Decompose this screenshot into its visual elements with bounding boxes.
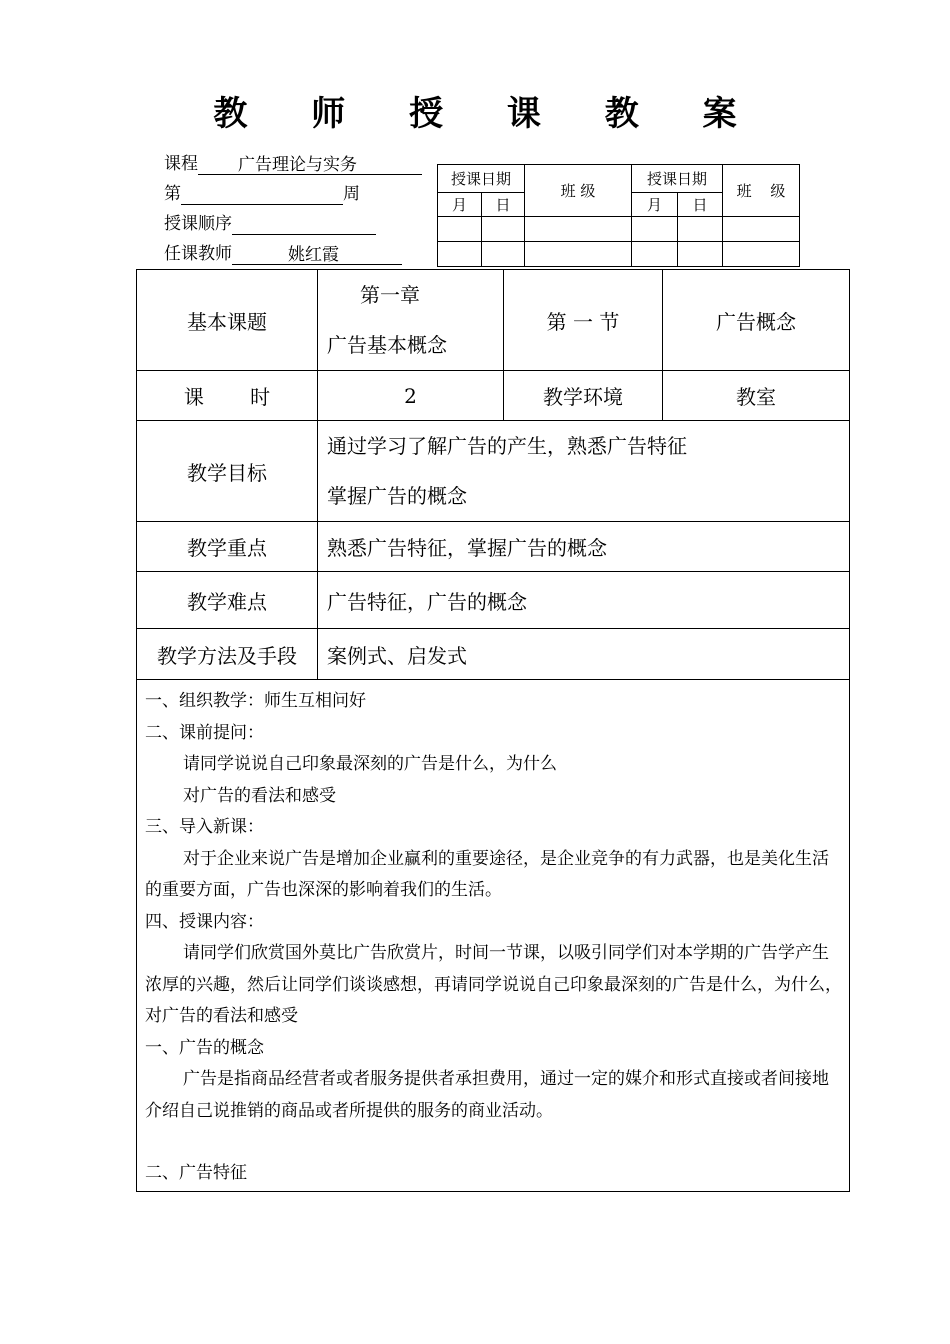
order-underline — [232, 214, 376, 235]
teacher-label: 任课教师 — [164, 244, 232, 264]
teacher-value: 姚红霞 — [288, 245, 339, 265]
content-p8: 请同学们欣赏国外莫比广告欣赏片，时间一节课，以吸引同学们对本学期的广告学产生浓厚的兴趣，然后让同学们谈谈感想，再请同学说说自己印象最深刻的广告是什么，为什么，对广告的看法和感受 — [145, 943, 842, 1026]
date-label-1: 授课日期 — [438, 165, 525, 193]
goal-label: 教学目标 — [137, 421, 318, 522]
class-label-1: 班 级 — [525, 165, 632, 217]
week-line — [164, 183, 360, 205]
order-label: 授课顺序 — [164, 214, 232, 234]
schedule-table — [437, 164, 800, 267]
week-underline — [181, 184, 343, 205]
lesson-table — [136, 269, 850, 1192]
sched-cell — [482, 217, 525, 242]
content-p4: 对广告的看法和感受 — [183, 785, 336, 806]
content-p5: 三、导入新课： — [145, 817, 264, 837]
goal-cell — [318, 421, 850, 522]
content-p6: 对于企业来说广告是增加企业赢利的重要途径，是企业竞争的有力武器，也是美化生活的重要方面，广告也深深的影响着我们的生活。 — [145, 848, 829, 900]
sched-cell — [525, 217, 632, 242]
section-title: 广告概念 — [663, 270, 850, 371]
teacher-line — [164, 243, 402, 265]
sched-cell — [723, 217, 800, 242]
content-p1: 一、组织教学：师生互相问好 — [145, 691, 366, 711]
content-p9: 一、广告的概念 — [145, 1037, 264, 1058]
chapter: 第一章 — [360, 283, 420, 307]
sched-cell — [678, 217, 723, 242]
method-label: 教学方法及手段 — [137, 629, 318, 680]
sched-cell — [632, 217, 678, 242]
date-label-2: 授课日期 — [632, 165, 723, 193]
hours-value: 2 — [318, 371, 504, 421]
page-title: 教 师 授 课 教 案 — [213, 94, 763, 134]
content-p2: 二、课前提问： — [145, 722, 264, 743]
sched-cell — [678, 242, 723, 267]
sched-cell — [438, 242, 482, 267]
goal-line-2: 掌握广告的概念 — [327, 484, 467, 508]
month-label-1: 月 — [438, 193, 482, 217]
sched-cell — [632, 242, 678, 267]
content-p7: 四、授课内容： — [145, 911, 264, 932]
goal-line-1: 通过学习了解广告的产生，熟悉广告特征 — [327, 434, 687, 458]
difficulty-value: 广告特征，广告的概念 — [318, 572, 850, 629]
difficulty-label: 教学难点 — [137, 572, 318, 629]
env-label: 教学环境 — [504, 371, 663, 421]
content-p3: 请同学说说自己印象最深刻的广告是什么，为什么 — [183, 754, 557, 774]
class-label-2: 班 级 — [723, 165, 800, 217]
sched-cell — [525, 242, 632, 267]
topic-label: 基本课题 — [137, 270, 318, 371]
day-label-2: 日 — [678, 193, 723, 217]
sched-cell — [723, 242, 800, 267]
day-label-1: 日 — [482, 193, 525, 217]
teacher-underline — [232, 244, 402, 265]
content-spacer — [145, 1127, 843, 1158]
sched-cell — [438, 217, 482, 242]
course-value: 广告理论与实务 — [238, 155, 357, 175]
sched-cell — [482, 242, 525, 267]
order-line — [164, 213, 376, 235]
course-line — [164, 153, 422, 175]
month-label-2: 月 — [632, 193, 678, 217]
key-value: 熟悉广告特征，掌握广告的概念 — [318, 522, 850, 572]
course-underline — [198, 154, 422, 175]
hours-label: 课 时 — [137, 371, 318, 421]
content-p10: 广告是指商品经营者或者服务提供者承担费用，通过一定的媒介和形式直接或者间接地介绍自己说推销的商品或者所提供的服务的商业活动。 — [145, 1069, 829, 1121]
section: 第 一 节 — [504, 270, 663, 371]
chapter-title: 广告基本概念 — [327, 333, 447, 357]
chapter-cell — [318, 270, 504, 371]
key-label: 教学重点 — [137, 522, 318, 572]
course-label: 课程 — [164, 154, 198, 174]
week-suffix: 周 — [343, 184, 360, 204]
lesson-content — [137, 680, 850, 1192]
content-p11: 二、广告特征 — [145, 1163, 247, 1183]
week-prefix: 第 — [164, 184, 181, 204]
method-value: 案例式、启发式 — [318, 629, 850, 680]
env-value: 教室 — [663, 371, 850, 421]
